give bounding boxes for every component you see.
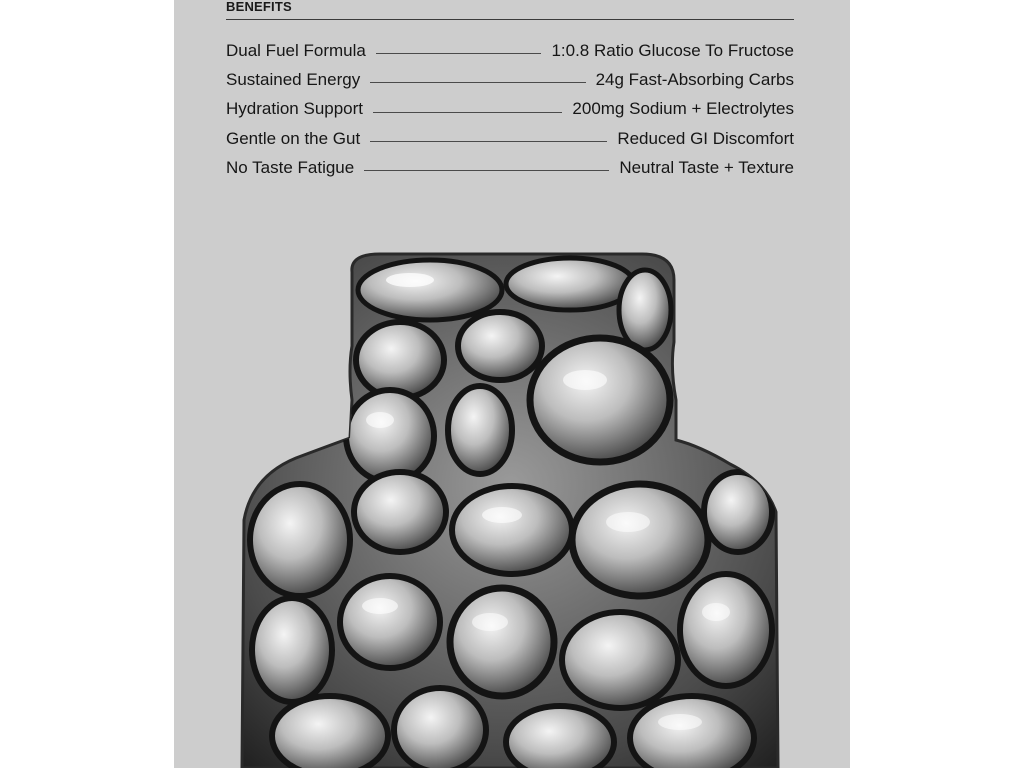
page-panel: [174, 0, 850, 768]
benefit-list: [226, 36, 794, 182]
benefit-value: 24g Fast-Absorbing Carbs: [595, 69, 794, 89]
benefit-name: No Taste Fatigue: [226, 157, 355, 177]
leader-line: [370, 141, 607, 142]
benefits-heading: BENEFITS: [226, 0, 794, 20]
leader-line: [373, 112, 562, 113]
benefit-row: [226, 153, 794, 182]
benefit-row: [226, 124, 794, 153]
benefit-value: 1:0.8 Ratio Glucose To Fructose: [551, 40, 794, 60]
benefit-value: Neutral Taste + Texture: [619, 157, 794, 177]
benefit-value: Reduced GI Discomfort: [617, 128, 794, 148]
benefit-name: Sustained Energy: [226, 69, 361, 89]
benefit-value: 200mg Sodium + Electrolytes: [572, 99, 794, 119]
leader-line: [364, 170, 609, 171]
leader-line: [370, 82, 585, 83]
benefit-name: Dual Fuel Formula: [226, 40, 366, 60]
leader-line: [376, 53, 542, 54]
benefit-name: Hydration Support: [226, 99, 364, 119]
benefit-row: [226, 95, 794, 124]
benefit-row: [226, 36, 794, 65]
product-image: [240, 250, 784, 768]
benefit-name: Gentle on the Gut: [226, 128, 361, 148]
benefit-row: [226, 65, 794, 94]
benefits-section: [226, 0, 794, 182]
